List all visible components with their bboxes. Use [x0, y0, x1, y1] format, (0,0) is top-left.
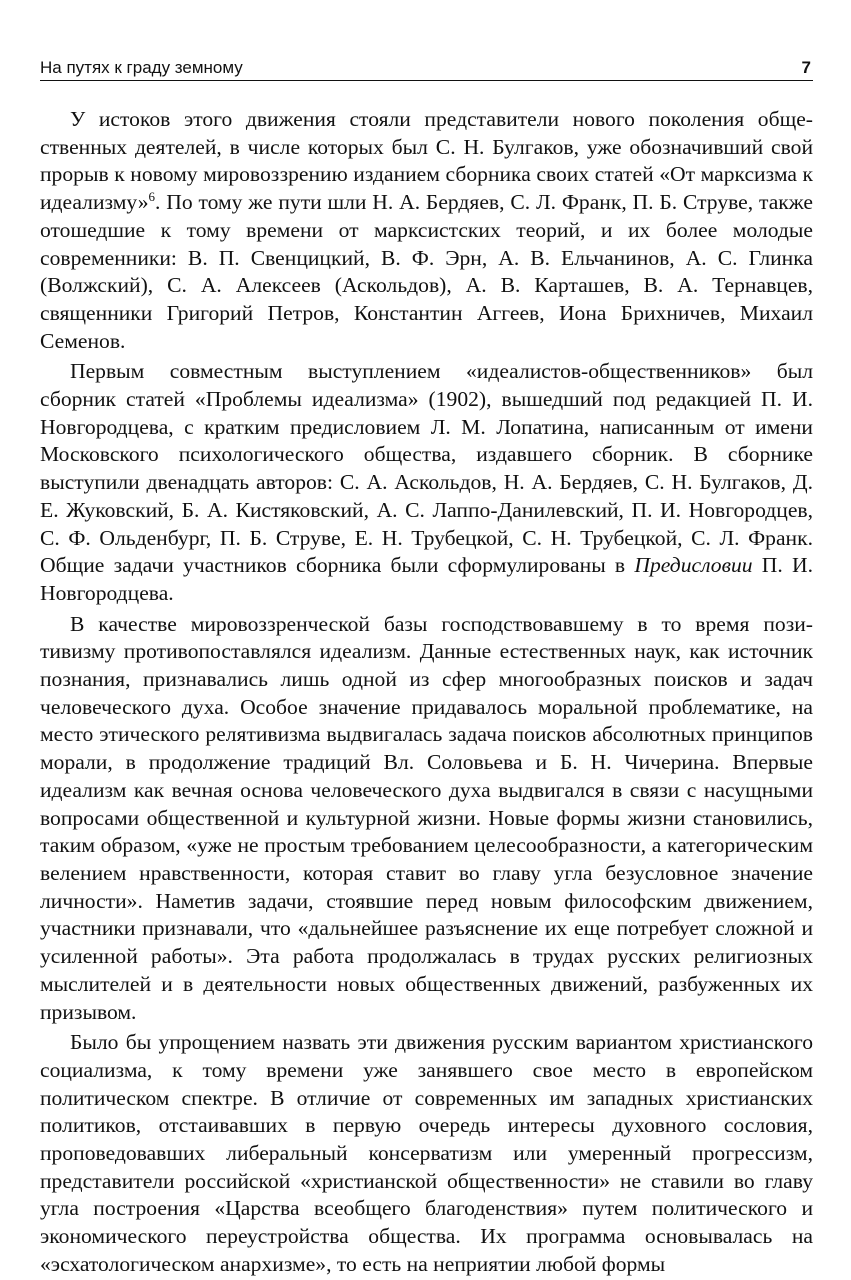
body-text [40, 106, 813, 1280]
page-number: 7 [801, 58, 811, 77]
footnote-marker: 6 [148, 188, 156, 204]
italic-title: Предисловии [634, 553, 753, 578]
paragraph-2-text-a: Первым совместным выступлением «идеалистов-общественников» был сборник статей «Проблемы идеализма» (1902), вышедший под редакцией П. И. Новгородцева, с кратким предисловием Л. М. Лопатина, написанным от имени Московского психологического общества, издавшего сборник. В сборнике выступили двенадцать авторов: С. А. Аскольдов, Н. А. Бердяев, С. Н. Булгаков, Д. Е. Жуковский, Б. А. Кистяковский, А. С. Лаппо-Данилевский, П. И. Новгородцев, С. Ф. Ольденбург, П. Б. Струве, Е. Н. Трубецкой, С. Н. Трубецкой, С. Л. Франк. Общие задачи участников сборника были сформулированы в [40, 359, 813, 578]
paragraph-3: В качестве мировоззренческой базы господствовавшему в то время позитивизму противопоставлялся идеализм. Данные естественных наук, как источник познания, признавались лишь одной из сфер многообразных поисков и задач человеческого духа. Особое значение придавалось моральной проблематике, на место этического релятивизма выдвигалась задача поисков абсолютных принципов морали, в продолжение традиций Вл. Соловьева и Б. Н. Чичерина. Впервые идеализм как вечная основа человеческого духа выдвигался в связи с насущными вопросами общественной и культурной жизни. Новые формы жизни становились, таким образом, «уже не простым требованием целесообразности, а категорическим велением нравственности, которая ставит во главу угла безусловное значение личности». Наметив задачи, стоявшие перед новым философским движением, участники признавали, что «дальнейшее разъяснение их еще потребует сложной и усиленной работы». Эта работа продолжалась в трудах русских религиозных мыслителей и в деятельности новых общественных движений, разбуженных их призывом. [40, 611, 813, 1024]
paragraph-4: Было бы упрощением назвать эти движения русским вариантом христианского социализма, к тому времени уже занявшего свое место в европейском политическом спектре. В отличие от современных им западных христианских политиков, отстаивавших в первую очередь интересы духовного сословия, проповедовавших либеральный консерватизм или умеренный прогрессизм, представители российской «христианской общественности» не ставили во главу угла построения «Царства всеобщего благоденствия» путем политического и экономического переустройства общества. Их программа основывалась на «эсхатологическом анархизме», то есть на неприятии любой формы [40, 1030, 813, 1276]
paragraph-1-text-b: . По тому же пути шли Н. А. Бердяев, С. Л. Франк, П. Б. Струве, также отошедшие к тому времени от марксистских теорий, и их более молодые современники: В. П. Свенцицкий, В. Ф. Эрн, А. В. Ельчанинов, А. С. Глинка (Волжский), С. А. Алексеев (Аскольдов), А. В. Карташев, В. А. Тернавцев, священники Григорий Петров, Константин Аггеев, Иона Брихничев, Михаил Семенов. [40, 190, 813, 353]
paragraph-2 [40, 358, 813, 607]
paragraph-2-text-b: П. И. Новгородцева. [40, 553, 813, 605]
running-header [40, 56, 813, 81]
paragraph-1 [40, 106, 813, 355]
paragraph-1-text-a: У истоков этого движения стояли представители нового поколения общественных деятелей, в числе которых был С. Н. Булгаков, уже обозначивший свой прорыв к новому мировоззрению изданием сборника своих статей «От марксизма к идеализму» [40, 107, 813, 215]
running-title: На путях к граду земному [40, 58, 243, 77]
